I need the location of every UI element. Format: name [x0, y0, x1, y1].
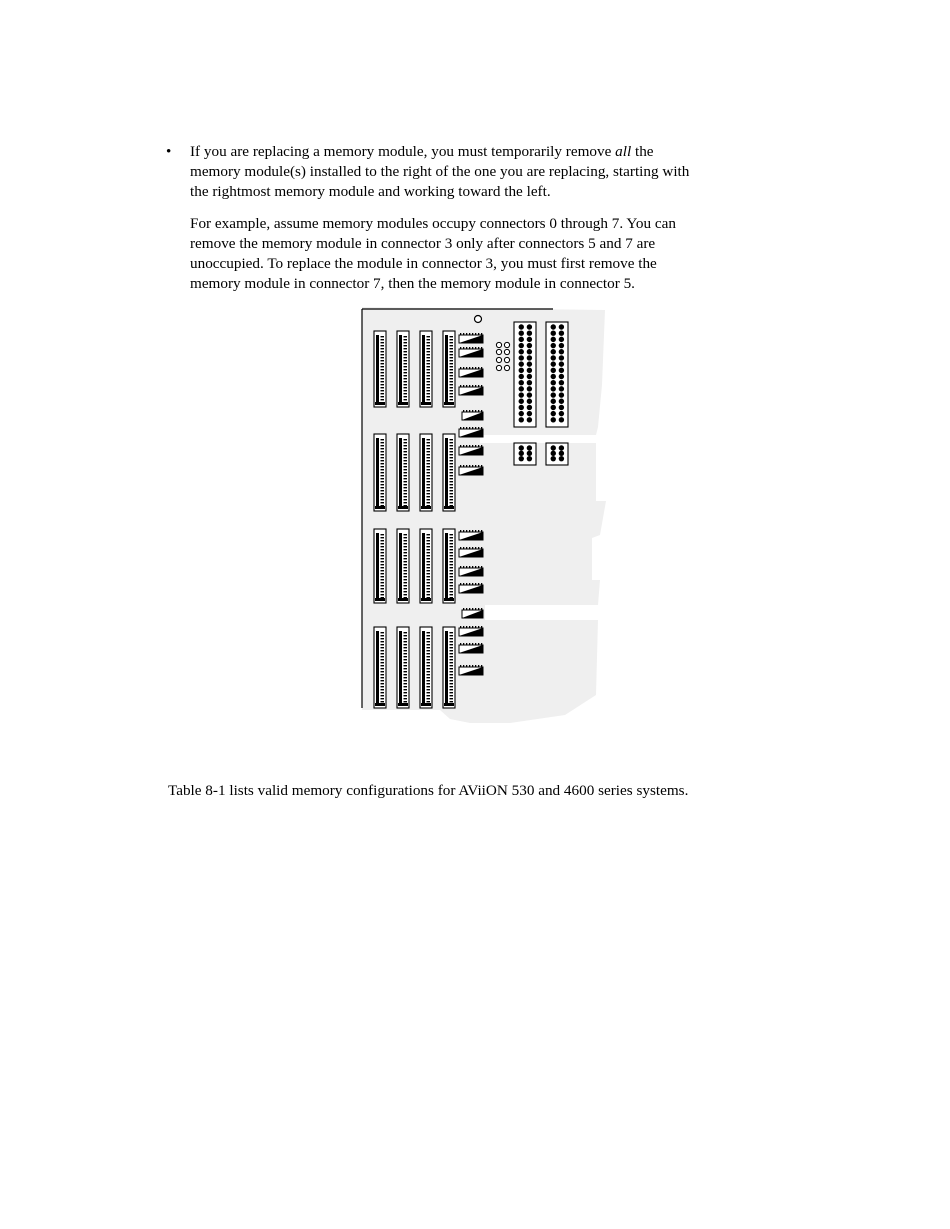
ic-chip — [462, 410, 483, 420]
bullet-paragraph — [190, 142, 790, 202]
ic-chip — [459, 333, 483, 343]
pin-header — [514, 443, 536, 465]
mounting-hole — [475, 316, 482, 323]
example-line-2: remove the memory module in connector 3 only after connectors 5 and 7 are — [190, 235, 656, 252]
small-hole — [504, 357, 509, 362]
bullet-symbol: • — [166, 143, 172, 160]
memory-connector — [374, 331, 386, 407]
pin-header — [546, 443, 568, 465]
small-hole — [504, 365, 509, 370]
memory-connector — [374, 627, 386, 708]
memory-connector — [397, 529, 409, 603]
memory-connector — [397, 331, 409, 407]
small-hole — [504, 349, 509, 354]
example-line-1: For example, assume memory modules occupy connectors 0 through 7. You can — [190, 215, 676, 232]
memory-connector — [397, 627, 409, 708]
small-hole — [504, 342, 509, 347]
ic-chip — [459, 465, 483, 475]
memory-connector — [374, 529, 386, 603]
memory-connector — [374, 434, 386, 511]
example-line-3: unoccupied. To replace the module in connector 3, you must first remove the — [190, 255, 657, 272]
pin-header — [514, 322, 536, 427]
bullet-line-1-end: the — [631, 143, 654, 160]
example-line-4: memory module in connector 7, then the memory module in connector 5. — [190, 275, 635, 292]
memory-connector — [420, 627, 432, 708]
bullet-line-1 — [190, 142, 790, 162]
ic-chip — [459, 643, 483, 653]
ic-chip — [462, 608, 483, 618]
ic-chip — [459, 445, 483, 455]
memory-connector — [443, 331, 455, 407]
bullet-line-1-start: If you are replacing a memory module, you must temporarily remove — [190, 143, 616, 160]
ic-chip — [459, 665, 483, 675]
memory-connector — [443, 529, 455, 603]
ic-chip — [459, 583, 483, 593]
memory-connector — [420, 434, 432, 511]
ic-chip — [459, 367, 483, 377]
small-hole — [496, 365, 501, 370]
bullet-line-3: the rightmost memory module and working toward the left. — [190, 183, 551, 200]
memory-connector — [443, 434, 455, 511]
memory-connector — [397, 434, 409, 511]
ic-chip — [459, 547, 483, 557]
bullet-line-2: memory module(s) installed to the right of the one you are replacing, starting with — [190, 163, 690, 180]
example-paragraph — [190, 214, 790, 294]
memory-connector — [443, 627, 455, 708]
small-hole — [496, 349, 501, 354]
memory-connector — [420, 529, 432, 603]
ic-chip — [459, 530, 483, 540]
pin-header — [546, 322, 568, 427]
ic-chip — [459, 427, 483, 437]
small-hole — [496, 342, 501, 347]
ic-chip — [459, 566, 483, 576]
memory-connector — [420, 331, 432, 407]
ic-chip — [459, 385, 483, 395]
ic-chip — [459, 626, 483, 636]
ic-chip — [459, 347, 483, 357]
table-reference-text: Table 8-1 lists valid memory configurations for AViiON 530 and 4600 series systems. — [168, 782, 689, 799]
small-hole — [496, 357, 501, 362]
memory-board-figure — [360, 305, 610, 730]
emphasis-all: all — [615, 143, 632, 160]
